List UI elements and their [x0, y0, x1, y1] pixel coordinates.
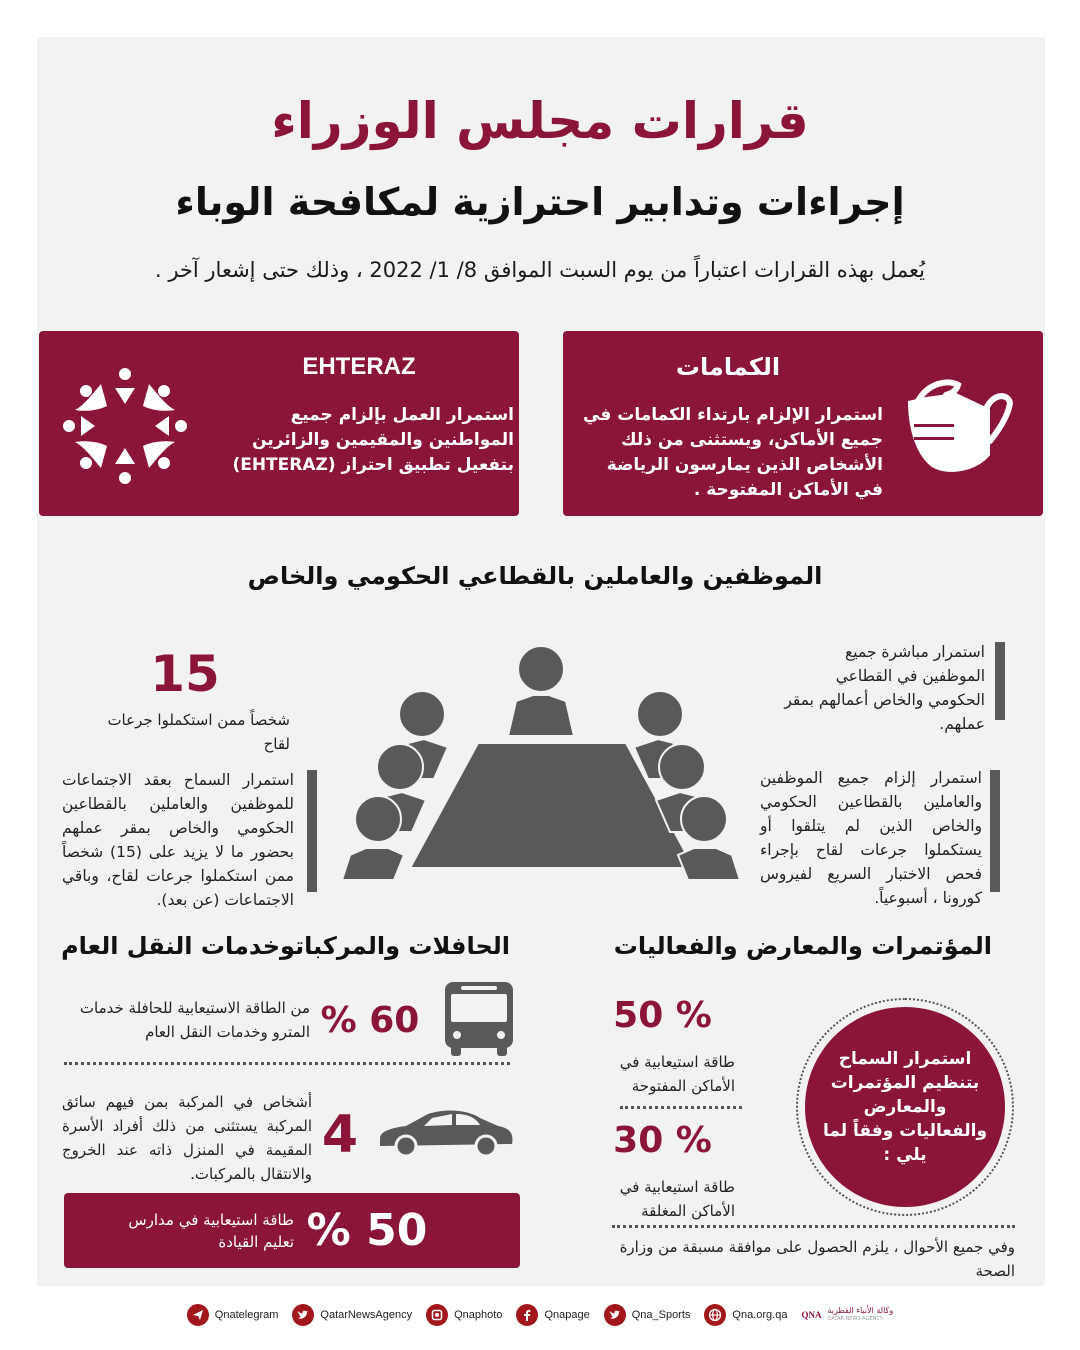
social-label: Qnaphoto: [454, 1309, 503, 1321]
social-link-facebook[interactable]: [516, 1304, 589, 1326]
divider-dotted: [620, 1106, 742, 1109]
masks-card-text: استمرار الإلزام بارتداء الكمامات في جميع الأماكن، ويستثنى من ذلك الأشخاص الذين يمارسون الرياضة في الأماكن المفتوحة .: [583, 405, 883, 500]
twitter-icon: [292, 1304, 314, 1326]
open-venues-percent: 50 %: [613, 995, 712, 1036]
twitter-icon: [604, 1304, 626, 1326]
meeting-limit-label: شخصاً ممن استكملوا جرعات لقاح: [107, 711, 290, 753]
ehteraz-card-title: EHTERAZ: [302, 353, 416, 380]
effective-date-note: يُعمل بهذه القرارات اعتباراً من يوم السبت الموافق 8/ 1/ 2022 ، وذلك حتى إشعار آخر .: [154, 258, 926, 282]
qna-logo-english: QATAR NEWS AGENCY: [827, 1316, 883, 1322]
meetings-allowed-text: استمرار السماح بعقد الاجتماعات للموظفين والعاملين بالقطاعين الحكومي والخاص بمقر عملهم بحضور ما لا يزيد على (15) شخصاً ممن استكملوا جرعات لقاح، وباقي الاجتماعات (عن بعد).: [62, 771, 294, 909]
social-label: QatarNewsAgency: [320, 1309, 413, 1321]
masks-card-title: الكمامات: [675, 353, 781, 381]
social-link-instagram[interactable]: [426, 1304, 502, 1326]
closed-venues-label: طاقة استيعابية في الأماكن المغلقة: [619, 1178, 735, 1220]
bus-capacity-text: من الطاقة الاستيعابية للحافلة خدمات المترو وخدمات النقل العام: [79, 999, 310, 1041]
driving-schools-percent: 50 %: [306, 1205, 428, 1256]
social-link-telegram[interactable]: [187, 1304, 279, 1326]
car-occupancy-number: 4: [321, 1105, 359, 1165]
masks-card: [563, 331, 1043, 516]
car-occupancy-text: أشخاص في المركبة بمن فيهم سائق المركبة يستثنى من ذلك أفراد الأسرة المقيمة في المنزل ذاته عند الخروج والانتقال بالمركبات.: [62, 1093, 312, 1183]
social-label: Qnapage: [544, 1309, 590, 1321]
qna-logo-arabic: وكالة الأنباء القطرية: [827, 1306, 894, 1315]
instagram-icon: [426, 1304, 448, 1326]
open-venues-label: طاقة استيعابية في الأماكن المفتوحة: [619, 1053, 735, 1095]
facebook-icon: [516, 1304, 538, 1326]
employees-on-site-text: استمرار مباشرة جميع الموظفين في القطاعي الحكومي والخاص أعمالهم بمقر عملهم.: [784, 643, 985, 733]
ehteraz-card-text: استمرار العمل بإلزام جميع المواطنين والمقيمين والزائرين بتفعيل تطبيق احتراز (EHTERAZ): [232, 405, 514, 475]
divider-dotted: [612, 1225, 1015, 1228]
closed-venues-percent: 30 %: [613, 1120, 712, 1161]
qna-logo-abbr: QNA: [801, 1310, 822, 1320]
employees-rapid-test-text: استمرار إلزام جميع الموظفين والعاملين بالقطاعين الحكومي والخاص الذين لم يتلقوا أو يستكملوا جرعات لقاح بإجراء فحص الاختبار السريع لفيروس كورونا ، أسبوعياً.: [760, 769, 982, 907]
driving-schools-text: طاقة استيعابية في مدارس تعليم القيادة: [128, 1211, 294, 1251]
health-ministry-note: وفي جميع الأحوال ، يلزم الحصول على موافقة مسبقة من وزارة الصحة: [619, 1238, 1015, 1280]
transport-section-title: الحافلات والمركباتوخدمات النقل العام: [61, 932, 510, 960]
bullet-bar: [307, 770, 317, 892]
social-label: Qnatelegram: [214, 1309, 279, 1321]
face-mask-icon: [898, 371, 1018, 481]
page-subtitle: إجراءات وتدابير احترازية لمكافحة الوباء: [175, 180, 905, 224]
meeting-table-icon: [338, 643, 746, 883]
page-title: قرارات مجلس الوزراء: [271, 92, 809, 150]
ehteraz-card: [39, 331, 519, 516]
footer-social-bar: [0, 1300, 1080, 1330]
driving-schools-banner: [64, 1193, 520, 1268]
events-allowed-circle: [805, 1007, 1005, 1207]
events-allowed-text: استمرار السماح بتنظيم المؤتمرات والمعارض والفعاليات وفقاً لما يلي :: [822, 1049, 988, 1165]
social-link-website[interactable]: [704, 1304, 787, 1326]
ehteraz-logo-icon: [61, 366, 189, 486]
bus-capacity-percent: 60 %: [320, 1000, 420, 1041]
bullet-bar: [995, 642, 1005, 720]
bullet-bar: [990, 770, 1000, 892]
social-link-twitter-agency[interactable]: [292, 1304, 412, 1326]
qna-logo: [801, 1306, 893, 1324]
events-section-title: المؤتمرات والمعارض والفعاليات: [613, 932, 992, 960]
social-label: Qna_Sports: [631, 1309, 691, 1321]
bus-icon: [443, 980, 515, 1058]
social-label: Qna.org.qa: [732, 1309, 788, 1321]
telegram-icon: [187, 1304, 209, 1326]
social-link-twitter-sports[interactable]: [604, 1304, 691, 1326]
divider-dotted: [64, 1062, 510, 1065]
meeting-limit-number: 15: [150, 645, 220, 703]
globe-icon: [704, 1304, 726, 1326]
car-icon: [376, 1108, 516, 1158]
employees-section-title: الموظفين والعاملين بالقطاعي الحكومي والخاص: [247, 562, 823, 590]
